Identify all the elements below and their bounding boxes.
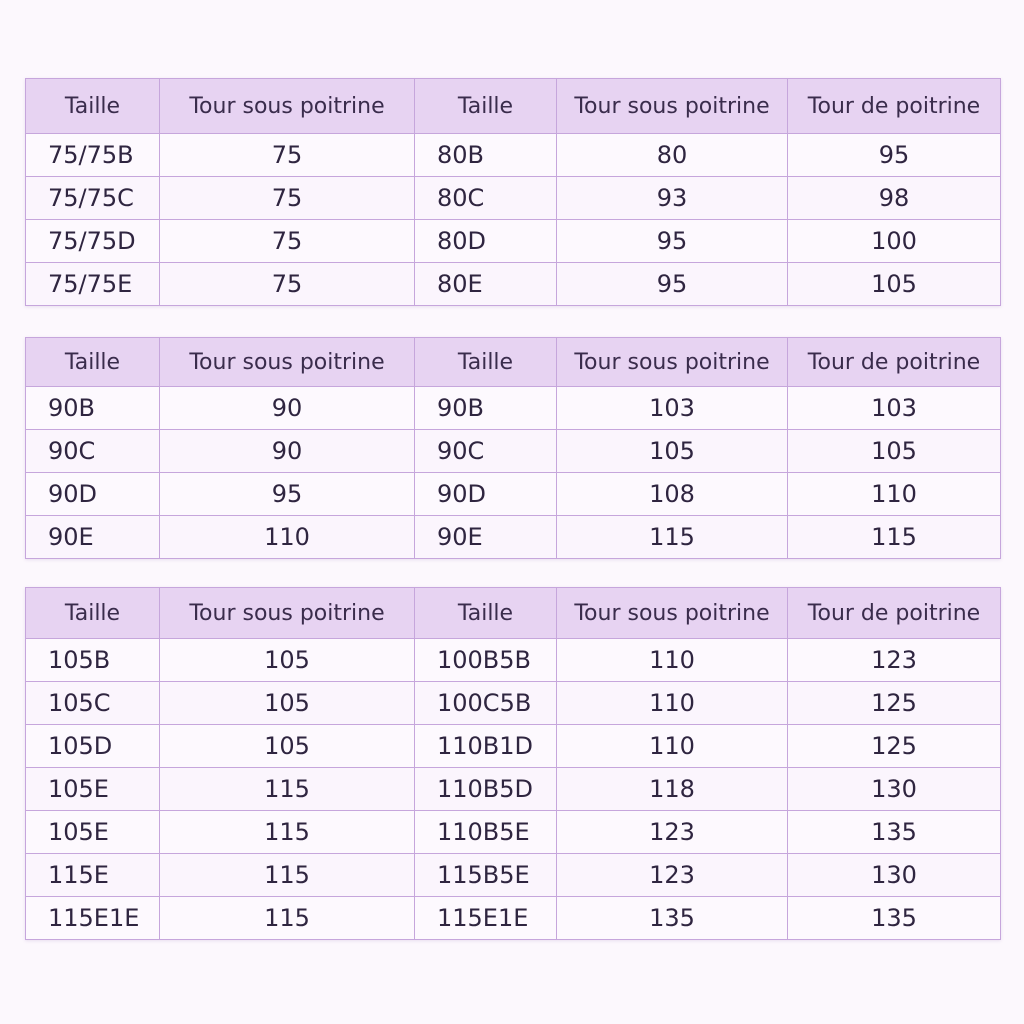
cell-bust: 130	[788, 854, 1001, 897]
table-row	[26, 430, 1001, 473]
cell-underbust-left: 90	[160, 430, 415, 473]
column-header-bust: Tour de poitrine	[788, 338, 1001, 387]
cell-size-left: 105B	[26, 639, 160, 682]
cell-underbust-left: 75	[160, 177, 415, 220]
cell-underbust-left: 75	[160, 263, 415, 306]
cell-underbust-right: 110	[557, 725, 788, 768]
cell-size-left: 75/75C	[26, 177, 160, 220]
column-header-underbust-right: Tour sous poitrine	[557, 588, 788, 639]
cell-underbust-left: 75	[160, 134, 415, 177]
cell-size-left: 75/75E	[26, 263, 160, 306]
cell-bust: 123	[788, 639, 1001, 682]
cell-underbust-right: 123	[557, 854, 788, 897]
column-header-underbust-right: Tour sous poitrine	[557, 338, 788, 387]
cell-bust: 115	[788, 516, 1001, 559]
table-row	[26, 177, 1001, 220]
cell-bust: 105	[788, 430, 1001, 473]
cell-underbust-left: 105	[160, 725, 415, 768]
column-header-underbust-left: Tour sous poitrine	[160, 588, 415, 639]
cell-size-right: 100C5B	[415, 682, 557, 725]
cell-size-left: 90B	[26, 387, 160, 430]
cell-underbust-right: 80	[557, 134, 788, 177]
cell-size-left: 90C	[26, 430, 160, 473]
cell-size-left: 90D	[26, 473, 160, 516]
column-header-size-right: Taille	[415, 79, 557, 134]
cell-size-left: 105C	[26, 682, 160, 725]
header-row	[26, 588, 1001, 639]
table-row	[26, 682, 1001, 725]
cell-bust: 103	[788, 387, 1001, 430]
cell-size-right: 90D	[415, 473, 557, 516]
table-row	[26, 516, 1001, 559]
cell-underbust-left: 115	[160, 854, 415, 897]
cell-bust: 125	[788, 725, 1001, 768]
cell-bust: 130	[788, 768, 1001, 811]
cell-size-left: 105E	[26, 768, 160, 811]
column-header-bust: Tour de poitrine	[788, 79, 1001, 134]
size-table-1	[25, 78, 1001, 306]
cell-underbust-left: 105	[160, 682, 415, 725]
cell-underbust-left: 95	[160, 473, 415, 516]
cell-underbust-right: 105	[557, 430, 788, 473]
cell-underbust-right: 135	[557, 897, 788, 940]
header-row	[26, 79, 1001, 134]
cell-underbust-left: 115	[160, 768, 415, 811]
cell-size-right: 80D	[415, 220, 557, 263]
cell-size-right: 115E1E	[415, 897, 557, 940]
cell-size-left: 105D	[26, 725, 160, 768]
cell-underbust-right: 118	[557, 768, 788, 811]
column-header-size-right: Taille	[415, 588, 557, 639]
cell-underbust-left: 75	[160, 220, 415, 263]
cell-underbust-right: 95	[557, 220, 788, 263]
table-row	[26, 220, 1001, 263]
cell-underbust-right: 110	[557, 682, 788, 725]
column-header-underbust-right: Tour sous poitrine	[557, 79, 788, 134]
table-row	[26, 387, 1001, 430]
cell-bust: 100	[788, 220, 1001, 263]
cell-bust: 98	[788, 177, 1001, 220]
cell-size-left: 115E	[26, 854, 160, 897]
cell-size-left: 75/75B	[26, 134, 160, 177]
cell-underbust-left: 90	[160, 387, 415, 430]
header-row	[26, 338, 1001, 387]
cell-underbust-left: 115	[160, 897, 415, 940]
cell-underbust-right: 93	[557, 177, 788, 220]
cell-underbust-left: 115	[160, 811, 415, 854]
table-row	[26, 854, 1001, 897]
column-header-bust: Tour de poitrine	[788, 588, 1001, 639]
column-header-underbust-left: Tour sous poitrine	[160, 338, 415, 387]
table-row	[26, 263, 1001, 306]
cell-size-right: 110B5D	[415, 768, 557, 811]
cell-size-left: 105E	[26, 811, 160, 854]
table-row	[26, 897, 1001, 940]
cell-size-right: 110B1D	[415, 725, 557, 768]
cell-underbust-right: 110	[557, 639, 788, 682]
size-table-2	[25, 337, 1001, 559]
cell-size-right: 115B5E	[415, 854, 557, 897]
cell-bust: 125	[788, 682, 1001, 725]
column-header-size-right: Taille	[415, 338, 557, 387]
cell-size-right: 90E	[415, 516, 557, 559]
cell-bust: 110	[788, 473, 1001, 516]
table-row	[26, 768, 1001, 811]
column-header-size-left: Taille	[26, 338, 160, 387]
cell-underbust-left: 110	[160, 516, 415, 559]
column-header-size-left: Taille	[26, 79, 160, 134]
table-row	[26, 134, 1001, 177]
cell-size-right: 90B	[415, 387, 557, 430]
cell-size-right: 80E	[415, 263, 557, 306]
cell-bust: 135	[788, 897, 1001, 940]
column-header-size-left: Taille	[26, 588, 160, 639]
cell-size-right: 80B	[415, 134, 557, 177]
cell-size-left: 115E1E	[26, 897, 160, 940]
cell-bust: 105	[788, 263, 1001, 306]
cell-underbust-left: 105	[160, 639, 415, 682]
cell-underbust-right: 115	[557, 516, 788, 559]
column-header-underbust-left: Tour sous poitrine	[160, 79, 415, 134]
cell-size-right: 110B5E	[415, 811, 557, 854]
cell-underbust-right: 95	[557, 263, 788, 306]
cell-bust: 95	[788, 134, 1001, 177]
cell-size-right: 100B5B	[415, 639, 557, 682]
cell-size-right: 80C	[415, 177, 557, 220]
cell-size-right: 90C	[415, 430, 557, 473]
cell-size-left: 90E	[26, 516, 160, 559]
cell-underbust-right: 123	[557, 811, 788, 854]
table-row	[26, 725, 1001, 768]
cell-underbust-right: 103	[557, 387, 788, 430]
size-table-3	[25, 587, 1001, 940]
cell-underbust-right: 108	[557, 473, 788, 516]
table-row	[26, 811, 1001, 854]
table-row	[26, 473, 1001, 516]
cell-size-left: 75/75D	[26, 220, 160, 263]
cell-bust: 135	[788, 811, 1001, 854]
table-row	[26, 639, 1001, 682]
